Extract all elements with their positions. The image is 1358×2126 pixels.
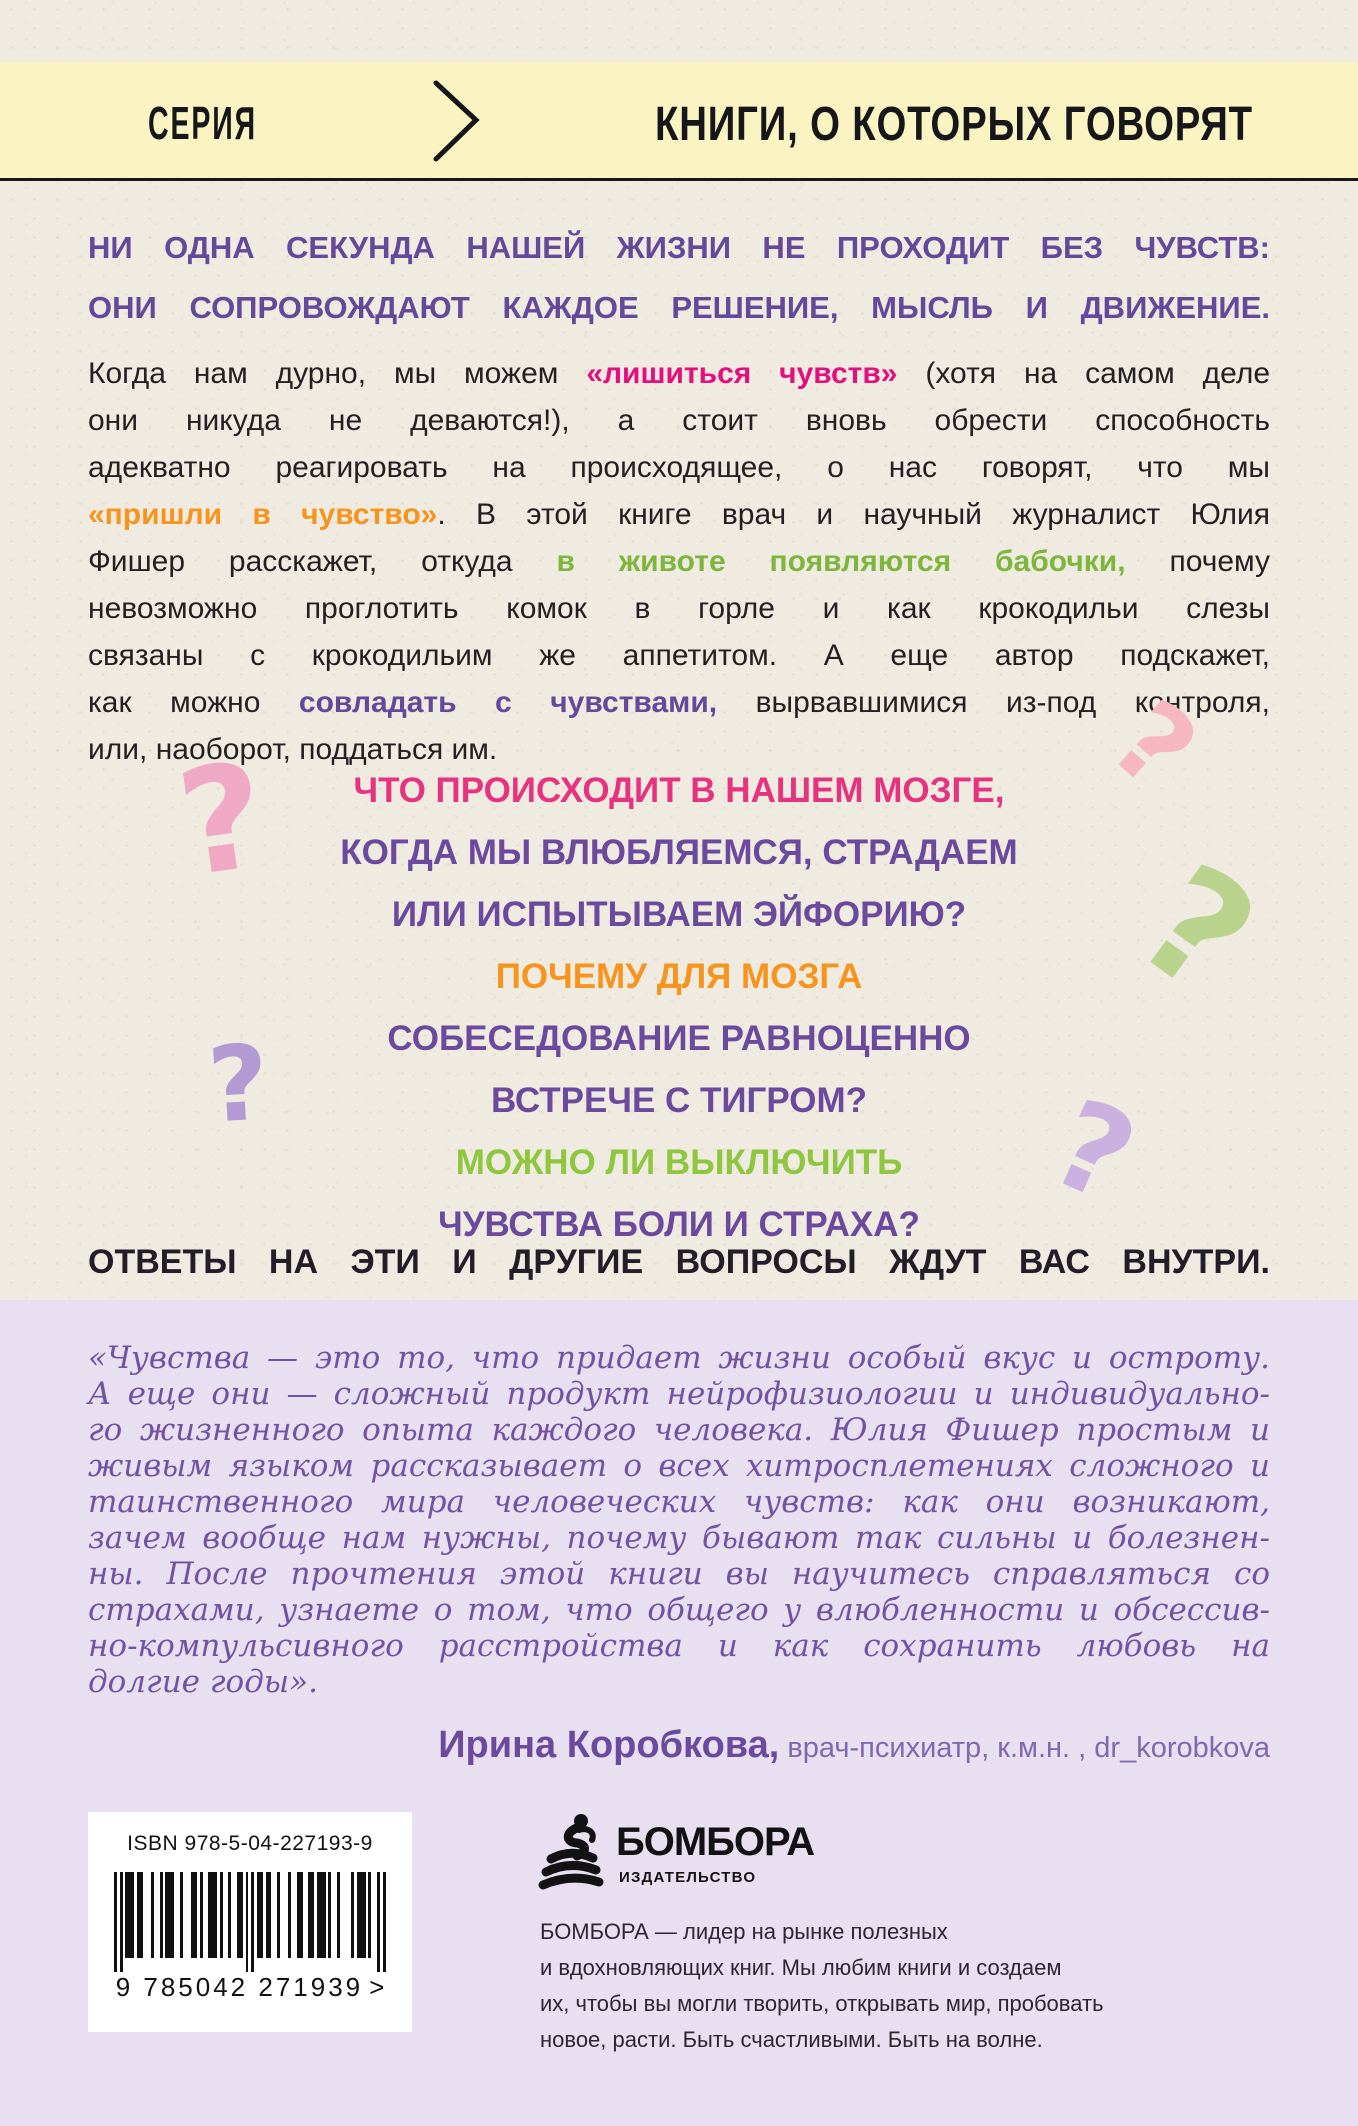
publisher-description-line: их, чтобы вы могли творить, открывать мир, пробовать <box>540 1991 1104 2016</box>
bombora-logo-icon <box>537 1812 605 1892</box>
publisher-description-line: БОМБОРА — лидер на рынке полезных <box>540 1919 948 1944</box>
paragraph-line <box>88 350 1270 397</box>
paragraph-line <box>88 585 1270 632</box>
chevron-right-icon <box>431 78 483 164</box>
question-line: КОГДА МЫ ВЛЮБЛЯЕМСЯ, СТРАДАЕМ <box>340 833 1018 872</box>
question-line: СОБЕСЕДОВАНИЕ РАВНОЦЕННО <box>387 1019 971 1058</box>
headline-line: ОНИ СОПРОВОЖДАЮТ КАЖДОЕ РЕШЕНИЕ, МЫСЛЬ И ДВИЖЕНИЕ. <box>88 290 1270 325</box>
question-mark-pink-right: ? <box>1087 676 1221 814</box>
paragraph-segment: они никуда не деваются!), а стоит вновь обрести способность <box>88 404 1270 437</box>
quote-line: ны. После прочтения этой книги вы научитесь справляться со <box>88 1556 1270 1592</box>
quote-line: «Чувства — это то, что придает жизни особый вкус и остроту. <box>88 1340 1270 1376</box>
publisher-tagline: ИЗДАТЕЛЬСТВО <box>619 1869 757 1886</box>
paragraph-line <box>88 444 1270 491</box>
question-line: ЧУВСТВА БОЛИ И СТРАХА? <box>438 1205 920 1244</box>
question-line: ИЛИ ИСПЫТЫВАЕМ ЭЙФОРИЮ? <box>391 895 967 934</box>
question-line: ПОЧЕМУ ДЛЯ МОЗГА <box>495 957 863 996</box>
quote-line: А еще они — сложный продукт нейрофизиологии и индивидуально- <box>88 1376 1270 1412</box>
question-mark-green-right: ? <box>1107 829 1287 1030</box>
question-mark-lavender-right: ? <box>1032 1071 1155 1231</box>
quote-line: зачем вообще нам нужны, почему бывают так сильны и болезнен- <box>88 1520 1270 1556</box>
question-line: ВСТРЕЧЕ С ТИГРОМ? <box>490 1081 868 1120</box>
paragraph-segment: «лишиться чувств» <box>586 357 898 390</box>
headline-block <box>88 218 1270 338</box>
answers-line: ОТВЕТЫ НА ЭТИ И ДРУГИЕ ВОПРОСЫ ЖДУТ ВАС ВНУТРИ. <box>88 1243 1270 1281</box>
question-line: МОЖНО ЛИ ВЫКЛЮЧИТЬ <box>455 1143 903 1182</box>
publisher-description-line: и вдохновляющих книг. Мы любим книги и создаем <box>540 1955 1062 1980</box>
paragraph-segment: почему <box>1125 545 1271 578</box>
series-label: СЕРИЯ <box>148 97 257 149</box>
barcode-stripes <box>114 1872 387 1974</box>
paragraph-line <box>88 491 1270 538</box>
barcode-arrow: > <box>369 1972 385 2002</box>
barcode-module <box>383 1872 386 1972</box>
paragraph-segment: Фишер расскажет, откуда <box>88 545 557 578</box>
publisher-description <box>540 1914 1104 2058</box>
quote-line: долгие годы». <box>88 1664 318 1700</box>
paragraph-segment: адекватно реагировать на происходящее, о нас говорят, что мы <box>88 451 1270 484</box>
series-band <box>0 62 1358 178</box>
paragraph-line <box>88 397 1270 444</box>
publisher-name: БОМБОРА <box>616 1820 815 1864</box>
isbn-number: ISBN 978-5-04-227193-9 <box>127 1832 373 1855</box>
barcode-box <box>88 1812 412 2032</box>
paragraph-line <box>88 679 1270 726</box>
quote-attribution <box>438 1724 1270 1767</box>
review-quote <box>88 1340 1270 1700</box>
annotation-paragraph <box>88 350 1270 773</box>
paragraph-segment: . В этой книге врач и научный журналист Юлия <box>437 498 1270 531</box>
paragraph-segment: Когда нам дурно, мы можем <box>88 357 587 390</box>
quote-line: но-компульсивного расстройства и как сохранить любовь на <box>88 1628 1270 1664</box>
barcode-digits <box>88 1972 412 2003</box>
paragraph-segment: невозможно проглотить комок в горле и как крокодильи слезы <box>88 592 1270 625</box>
paragraph-segment: как можно <box>88 686 299 719</box>
question-mark-pink-left: ? <box>168 730 276 911</box>
quote-line: живым языком рассказывает о всех хитросплетениях сложного и <box>88 1448 1270 1484</box>
quote-line: страхами, узнаете о том, что общего у влюбленности и обсессив- <box>88 1592 1270 1628</box>
paragraph-segment: «пришли в чувство» <box>88 498 438 531</box>
paragraph-segment: вырвавшимися из-под контроля, <box>717 686 1270 719</box>
series-name: КНИГИ, О КОТОРЫХ ГОВОРЯТ <box>655 98 1253 151</box>
publisher-description-line: новое, расти. Быть счастливыми. Быть на волне. <box>540 2027 1043 2052</box>
reviewer-details: врач-психиатр, к.м.н. , dr_korobkova <box>779 1732 1270 1764</box>
headline-line: НИ ОДНА СЕКУНДА НАШЕЙ ЖИЗНИ НЕ ПРОХОДИТ БЕЗ ЧУВСТВ: <box>88 230 1270 265</box>
paragraph-segment: (хотя на самом деле <box>897 357 1271 390</box>
quote-line: го жизненного опыта каждого человека. Юлия Фишер простым и <box>88 1412 1270 1448</box>
questions-block <box>89 760 1269 1256</box>
divider-line <box>0 178 1358 181</box>
paragraph-segment: совладать с чувствами, <box>298 686 718 719</box>
paragraph-segment: или, наоборот, поддаться им. <box>88 733 498 766</box>
paragraph-segment: в животе появляются бабочки, <box>556 545 1126 578</box>
quote-line: таинственного мира человеческих чувств: как они возникают, <box>88 1484 1270 1520</box>
paragraph-line <box>88 632 1270 679</box>
reviewer-name: Ирина Коробкова, <box>438 1724 780 1766</box>
paragraph-segment: связаны с крокодильим же аппетитом. А еще автор подскажет, <box>88 639 1270 672</box>
question-line: ЧТО ПРОИСХОДИТ В НАШЕМ МОЗГЕ, <box>353 771 1005 810</box>
question-mark-purple-left: ? <box>204 1021 272 1147</box>
paragraph-line <box>88 538 1270 585</box>
barcode-digits-value: 9 785042 271939 <box>115 1972 364 2002</box>
